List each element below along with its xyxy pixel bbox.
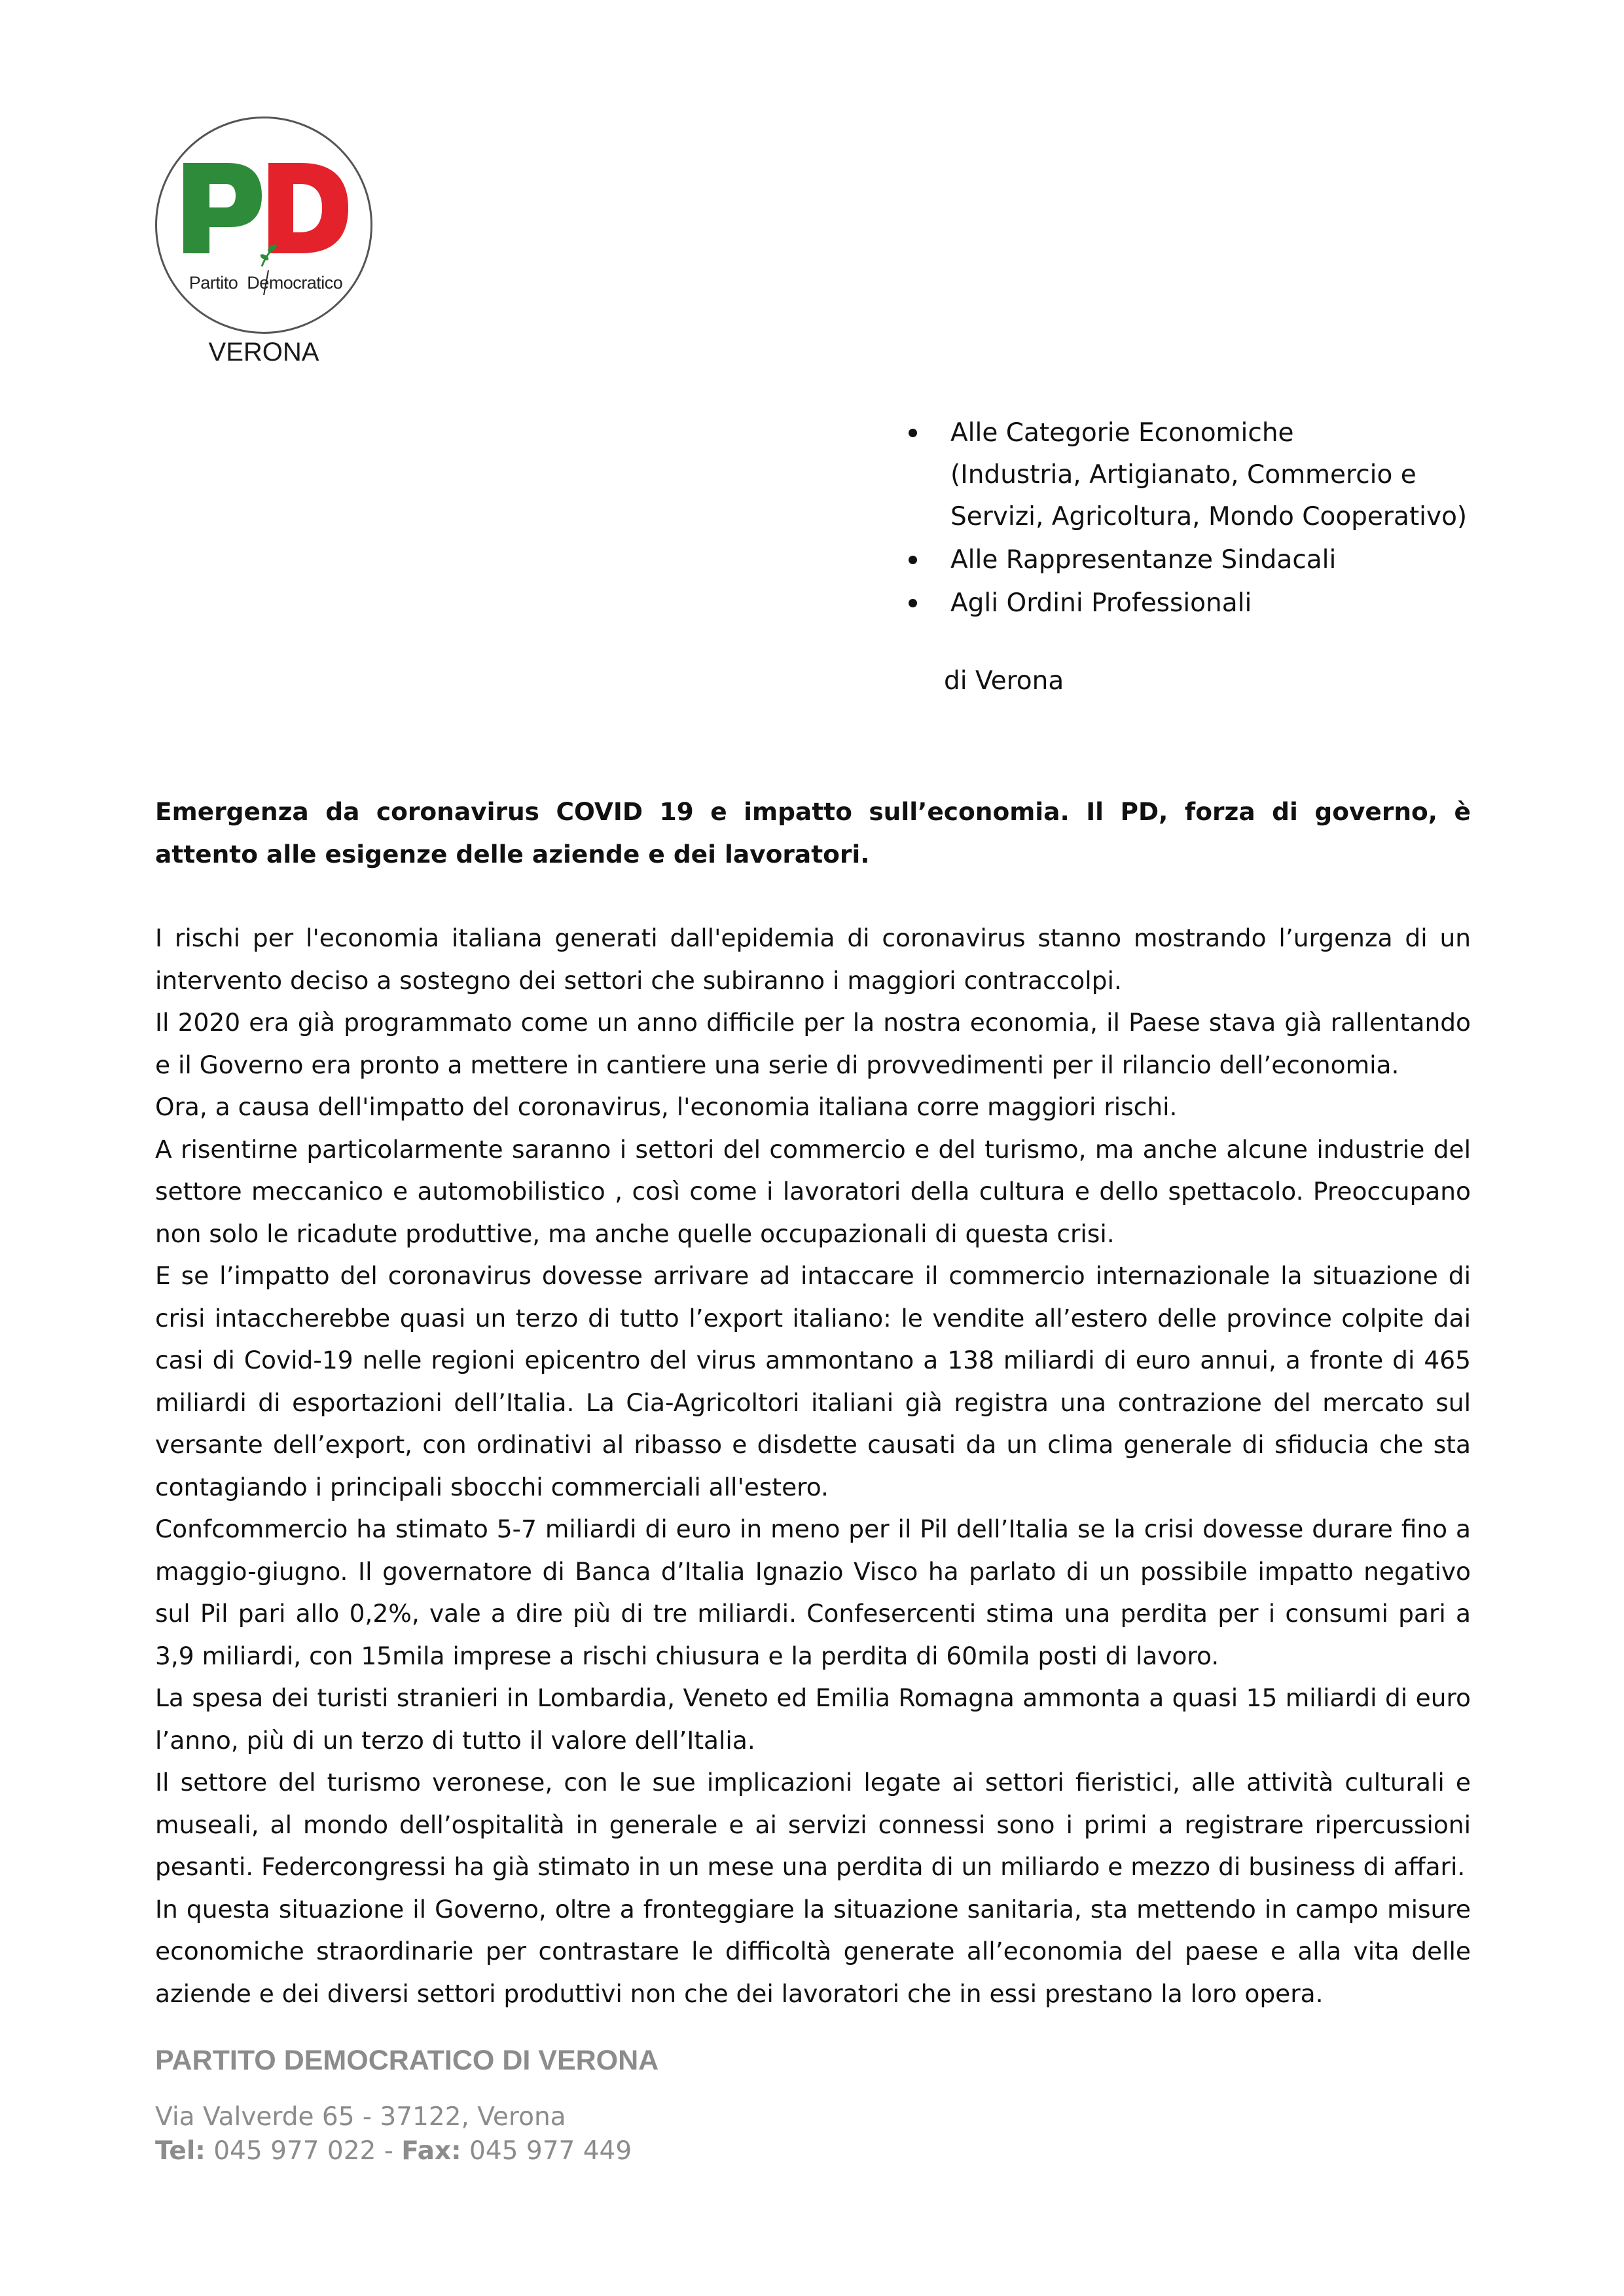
recipient-line: Servizi, Agricoltura, Mondo Cooperativo) [950,502,1468,531]
letter-paragraph: I rischi per l'economia italiana generati dall'epidemia di coronavirus stanno mostrando l’urgenza di un intervento deciso a sostegno dei settori che subiranno i maggiori contraccolpi. [155,924,1471,995]
tel-label: Tel: [155,2136,206,2166]
recipient-line: (Industria, Artigianato, Commercio e [950,460,1416,490]
bullet-icon [909,599,917,607]
letter-body [155,791,1471,2015]
fax-label: Fax: [401,2136,461,2166]
letter-heading: Emergenza da coronavirus COVID 19 e impatto sull’economia. Il PD, forza di governo, è attento alle esigenze delle aziende e dei lavoratori. [155,797,1471,869]
letter-paragraph: Confcommercio ha stimato 5-7 miliardi di euro in meno per il Pil dell’Italia se la crisi dovesse durare fino a maggio-giugno. Il governatore di Banca d’Italia Ignazio Visco ha parlato di un possibile impatto negativo sul Pil pari allo 0,2%, vale a dire più di tre miliardi. Confesercenti stima una perdita per i consumi pari a 3,9 miliardi, con 15mila imprese a rischi chiusura e la perdita di 60mila posti di lavoro. [155,1515,1471,1670]
logo-subtitle [157,273,374,293]
recipient-item [903,539,1558,581]
letter-paragraph: Il 2020 era già programmato come un anno difficile per la nostra economia, il Paese stava già rallentando e il Governo era pronto a mettere in cantiere una serie di provvedimenti per il rilancio dell’economia. [155,1008,1471,1079]
fax-value: 045 977 449 [461,2136,632,2166]
footer-contacts [155,2134,1072,2168]
letter-paragraph: Il settore del turismo veronese, con le sue implicazioni legate ai settori fieristici, alle attività culturali e museali, al mondo dell’ospitalità in generale e ai servizi connessi sono i primi a registrare ripercussioni pesanti. Federcongressi ha già stimato in un mese una perdita di un miliardo e mezzo di business di affari. [155,1768,1471,1881]
footer-organization: PARTITO DEMOCRATICO DI VERONA [155,2045,659,2076]
bullet-icon [909,429,917,437]
recipients-list [903,412,1558,626]
letter-paragraph: E se l’impatto del coronavirus dovesse arrivare ad intaccare il commercio internazionale la situazione di crisi intaccherebbe quasi un terzo di tutto l’export italiano: le vendite all’estero delle province colpite dai casi di Covid-19 nelle regioni epicentro del virus ammontano a 138 miliardi di euro annui, a fronte di 465 miliardi di esportazioni dell’Italia. La Cia-Agricoltori italiani già registra una contrazione del mercato sul versante dell’export, con ordinativi al ribasso e disdette causati da un clima generale di sfiducia che sta contagiando i principali sbocchi commerciali all'estero. [155,1261,1471,1501]
recipient-line: Alle Rappresentanze Sindacali [950,545,1337,575]
logo-subtitle-left: Partito [189,273,238,293]
footer [155,2045,1072,2168]
recipient-item [903,412,1558,538]
logo-city: VERONA [208,338,319,367]
recipient-item [903,583,1558,624]
letter-paragraph: La spesa dei turisti stranieri in Lombardia, Veneto ed Emilia Romagna ammonta a quasi 15 miliardi di euro l’anno, più di un terzo di tutto il valore dell’Italia. [155,1683,1471,1755]
letter-paragraph: In questa situazione il Governo, oltre a fronteggiare la situazione sanitaria, sta mettendo in campo misure economiche straordinarie per contrastare le difficoltà generate all’economia del paese e alla vita delle aziende e dei diversi settori produttivi non che dei lavoratori che in essi prestano la loro opera. [155,1894,1471,2008]
logo-subtitle-right: Democratico [247,273,343,293]
tel-value: 045 977 022 - [205,2136,402,2166]
recipients-city: di Verona [944,666,1064,696]
letter-paragraph: Ora, a causa dell'impatto del coronavirus, l'economia italiana corre maggiori rischi. [155,1092,1178,1121]
recipient-line: Agli Ordini Professionali [950,588,1252,618]
recipient-line: Alle Categorie Economiche [950,418,1294,448]
footer-address: Via Valverde 65 - 37122, Verona [155,2102,566,2132]
pd-logo-graphic [157,118,374,336]
pd-logo [155,117,372,334]
letter-paragraph: A risentirne particolarmente saranno i settori del commercio e del turismo, ma anche alcune industrie del settore meccanico e automobilistico , così come i lavoratori della cultura e dello spettacolo. Preoccupano non solo le ricadute produttive, ma anche quelle occupazionali di questa crisi. [155,1134,1471,1248]
bullet-icon [909,556,917,564]
